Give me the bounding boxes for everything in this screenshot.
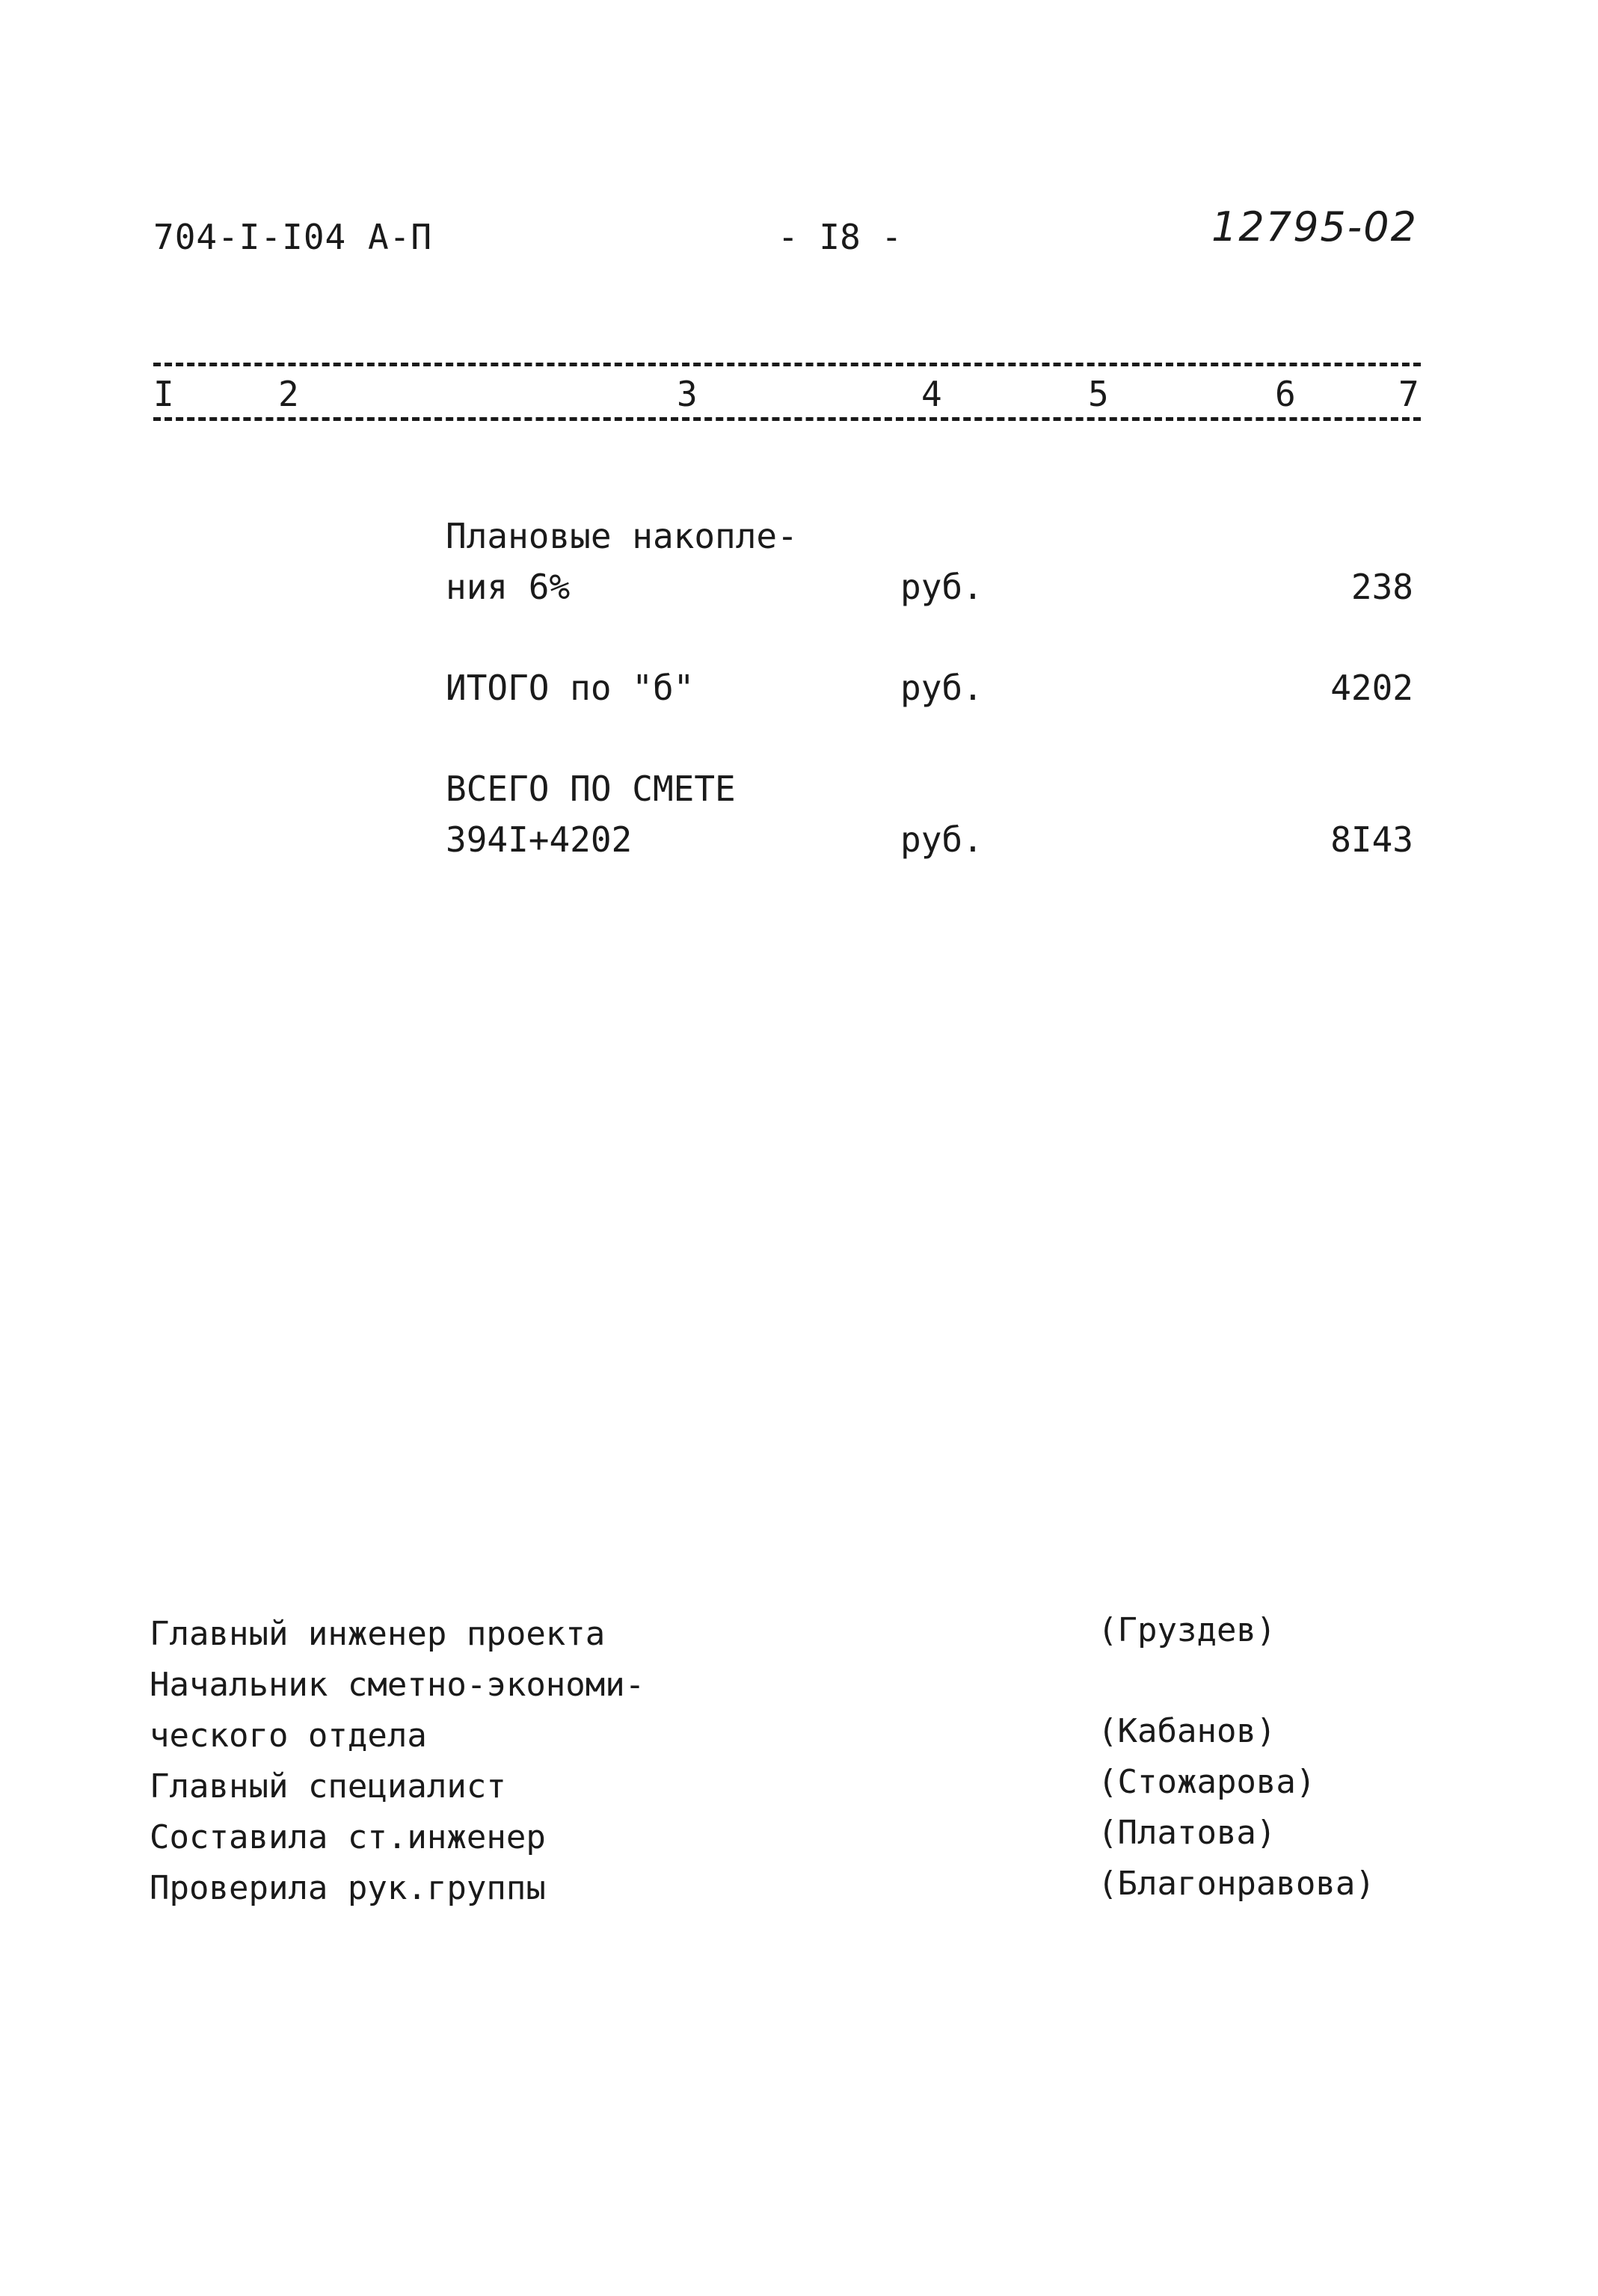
document-code: 704-I-I04 А-П xyxy=(153,217,433,257)
signature-title: Главный инженер проекта xyxy=(150,1615,606,1653)
signature-title: Составила ст.инженер xyxy=(150,1818,546,1856)
page-number: - I8 - xyxy=(778,217,903,257)
signature-title: Главный специалист xyxy=(150,1767,506,1806)
signature-name: (Стожарова) xyxy=(1098,1763,1316,1801)
row-unit: руб. xyxy=(900,819,983,860)
signature-name: (Платова) xyxy=(1098,1814,1276,1852)
row-amount: 4202 xyxy=(1330,668,1413,708)
row-unit: руб. xyxy=(900,668,983,708)
row-description-line: ВСЕГО ПО СМЕТЕ xyxy=(446,769,736,809)
column-rule-top xyxy=(153,363,1421,366)
row-description-line: ИТОГО по "б" xyxy=(446,668,695,708)
signature-title: ческого отдела xyxy=(150,1717,427,1755)
column-number-5: 5 xyxy=(1088,374,1109,414)
row-amount: 8I43 xyxy=(1330,819,1413,860)
row-description-line: ния 6% xyxy=(446,567,571,607)
row-amount: 238 xyxy=(1350,567,1413,607)
signature-name: (Благонравова) xyxy=(1098,1865,1375,1903)
row-unit: руб. xyxy=(900,567,983,607)
row-description-line: 394I+4202 xyxy=(446,819,633,860)
archive-stamp-number: 12795-02 xyxy=(1211,203,1418,250)
signature-name: (Груздев) xyxy=(1098,1611,1276,1649)
signature-title: Начальник сметно-экономи- xyxy=(150,1666,645,1704)
signature-name: (Кабанов) xyxy=(1098,1712,1276,1750)
column-number-7: 7 xyxy=(1398,374,1419,414)
signature-title: Проверила рук.группы xyxy=(150,1869,546,1907)
row-description-line: Плановые накопле- xyxy=(446,516,798,556)
column-number-4: 4 xyxy=(921,374,942,414)
column-number-1: I xyxy=(153,374,174,414)
column-rule-bottom xyxy=(153,417,1421,421)
column-number-3: 3 xyxy=(677,374,698,414)
column-number-2: 2 xyxy=(278,374,299,414)
column-number-6: 6 xyxy=(1275,374,1296,414)
